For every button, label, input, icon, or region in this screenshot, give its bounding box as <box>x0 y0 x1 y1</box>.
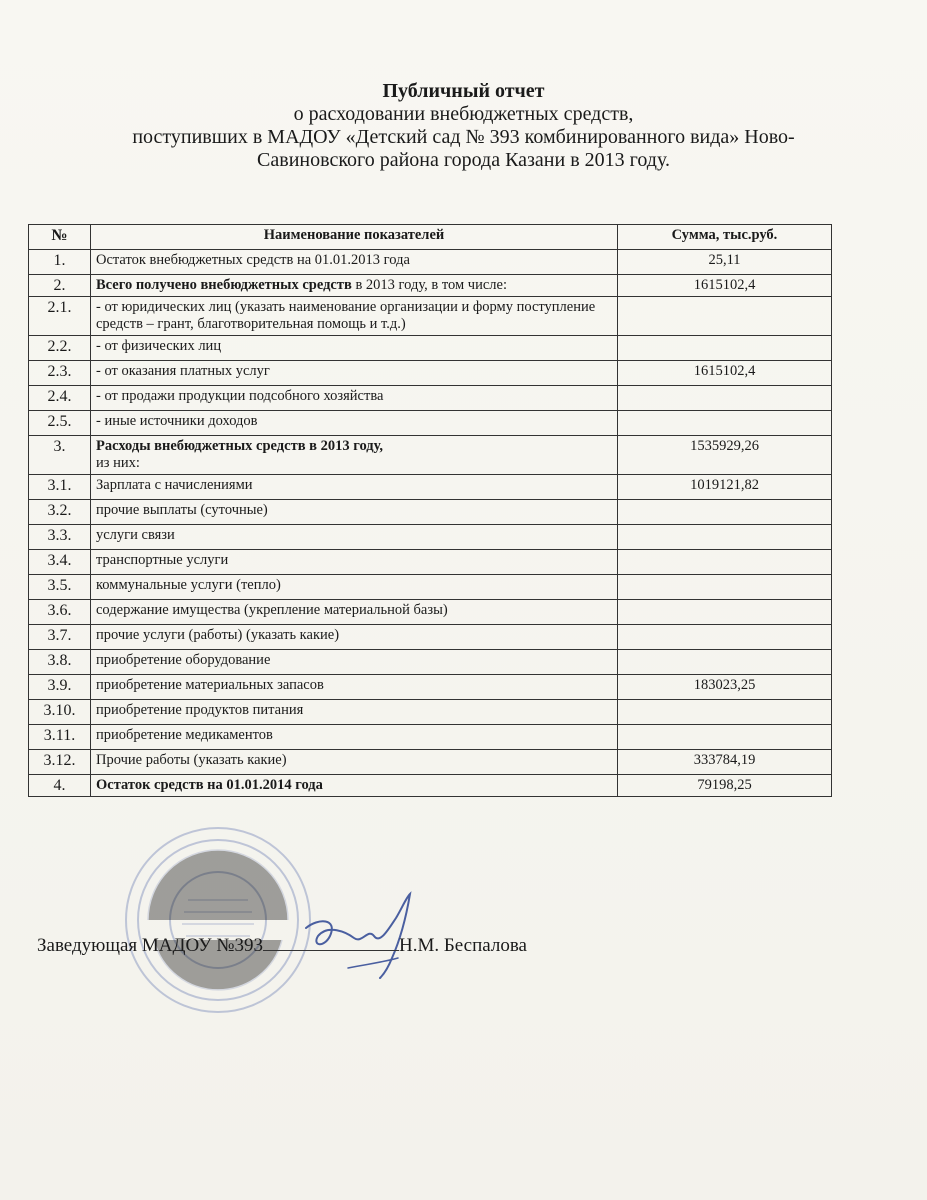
table-row <box>29 475 832 500</box>
row-name: услуги связи <box>91 525 618 550</box>
table-row <box>29 436 832 475</box>
title-line-3: поступивших в МАДОУ «Детский сад № 393 комбинированного вида» Ново- <box>132 126 795 148</box>
table-row <box>29 700 832 725</box>
row-name-bold: Расходы внебюджетных средств в 2013 году, <box>96 438 384 454</box>
row-sum <box>618 297 832 336</box>
row-number: 3.11. <box>29 725 91 750</box>
table-row <box>29 650 832 675</box>
row-name <box>91 436 618 475</box>
row-sum: 79198,25 <box>618 775 832 797</box>
table-row <box>29 750 832 775</box>
signature-line <box>37 932 527 957</box>
row-name: Остаток внебюджетных средств на 01.01.2013 года <box>91 250 618 275</box>
row-number: 2.1. <box>29 297 91 336</box>
row-sum <box>618 700 832 725</box>
row-sum <box>618 411 832 436</box>
report-title <box>40 80 887 172</box>
row-name: коммунальные услуги (тепло) <box>91 575 618 600</box>
header-name: Наименование показателей <box>91 225 618 250</box>
row-name: содержание имущества (укрепление материальной базы) <box>91 600 618 625</box>
row-number: 1. <box>29 250 91 275</box>
row-sum: 333784,19 <box>618 750 832 775</box>
row-name: Прочие работы (указать какие) <box>91 750 618 775</box>
row-sum: 25,11 <box>618 250 832 275</box>
table-row <box>29 500 832 525</box>
row-number: 3.8. <box>29 650 91 675</box>
row-name: прочие выплаты (суточные) <box>91 500 618 525</box>
row-number: 2.3. <box>29 361 91 386</box>
signer-name: Н.М. Беспалова <box>398 935 527 956</box>
row-name: - от юридических лиц (указать наименование организации и форму поступление средств – грант, благотворительная помощь и т.д.) <box>91 297 618 336</box>
row-sum <box>618 725 832 750</box>
row-name: - от оказания платных услуг <box>91 361 618 386</box>
table-row <box>29 297 832 336</box>
table-row <box>29 725 832 750</box>
row-number: 3.3. <box>29 525 91 550</box>
table-row <box>29 411 832 436</box>
row-sum: 183023,25 <box>618 675 832 700</box>
title-line-2: о расходовании внебюджетных средств, <box>293 103 634 125</box>
row-sum: 1019121,82 <box>618 475 832 500</box>
row-number: 4. <box>29 775 91 797</box>
table-row <box>29 675 832 700</box>
table-body <box>29 250 832 797</box>
row-name-rest: в 2013 году, в том числе: <box>351 277 507 293</box>
row-number: 3.7. <box>29 625 91 650</box>
row-sum <box>618 500 832 525</box>
row-number: 3.10. <box>29 700 91 725</box>
title-line-4: Савиновского района города Казани в 2013 году. <box>257 149 670 171</box>
row-name: - иные источники доходов <box>91 411 618 436</box>
signer-position: Заведующая МАДОУ №393 <box>37 935 263 956</box>
row-name <box>91 775 618 797</box>
row-number: 3.1. <box>29 475 91 500</box>
row-number: 2. <box>29 275 91 297</box>
row-sum: 1615102,4 <box>618 275 832 297</box>
row-name: прочие услуги (работы) (указать какие) <box>91 625 618 650</box>
row-number: 3.5. <box>29 575 91 600</box>
row-name: - от продажи продукции подсобного хозяйства <box>91 386 618 411</box>
row-name: приобретение продуктов питания <box>91 700 618 725</box>
table-header-row <box>29 225 832 250</box>
row-name: приобретение медикаментов <box>91 725 618 750</box>
row-sum <box>618 575 832 600</box>
row-sum <box>618 650 832 675</box>
row-sum <box>618 525 832 550</box>
row-number: 2.2. <box>29 336 91 361</box>
row-name: транспортные услуги <box>91 550 618 575</box>
row-name: приобретение оборудование <box>91 650 618 675</box>
row-sum: 1535929,26 <box>618 436 832 475</box>
table-row <box>29 336 832 361</box>
row-sum <box>618 625 832 650</box>
row-name: - от физических лиц <box>91 336 618 361</box>
table-row <box>29 600 832 625</box>
row-number: 3. <box>29 436 91 475</box>
table-row <box>29 775 832 797</box>
row-name-bold: Остаток средств на 01.01.2014 года <box>96 777 323 793</box>
report-table <box>28 224 832 797</box>
table-row <box>29 575 832 600</box>
row-number: 2.5. <box>29 411 91 436</box>
table-row <box>29 550 832 575</box>
row-name <box>91 275 618 297</box>
row-name-bold: Всего получено внебюджетных средств <box>96 277 352 293</box>
signature-blank <box>263 932 399 951</box>
header-sum: Сумма, тыс.руб. <box>618 225 832 250</box>
row-name: Зарплата с начислениями <box>91 475 618 500</box>
table-row <box>29 525 832 550</box>
row-number: 3.6. <box>29 600 91 625</box>
table-row <box>29 275 832 297</box>
row-number: 2.4. <box>29 386 91 411</box>
table-row <box>29 250 832 275</box>
row-sum <box>618 550 832 575</box>
table-row <box>29 625 832 650</box>
row-name-rest: из них: <box>96 455 140 471</box>
row-sum <box>618 336 832 361</box>
table-row <box>29 386 832 411</box>
row-number: 3.4. <box>29 550 91 575</box>
header-number: № <box>29 225 91 250</box>
title-line-1: Публичный отчет <box>382 80 545 102</box>
row-sum <box>618 600 832 625</box>
row-sum <box>618 386 832 411</box>
row-number: 3.9. <box>29 675 91 700</box>
row-number: 3.2. <box>29 500 91 525</box>
row-number: 3.12. <box>29 750 91 775</box>
table-row <box>29 361 832 386</box>
row-name: приобретение материальных запасов <box>91 675 618 700</box>
row-sum: 1615102,4 <box>618 361 832 386</box>
